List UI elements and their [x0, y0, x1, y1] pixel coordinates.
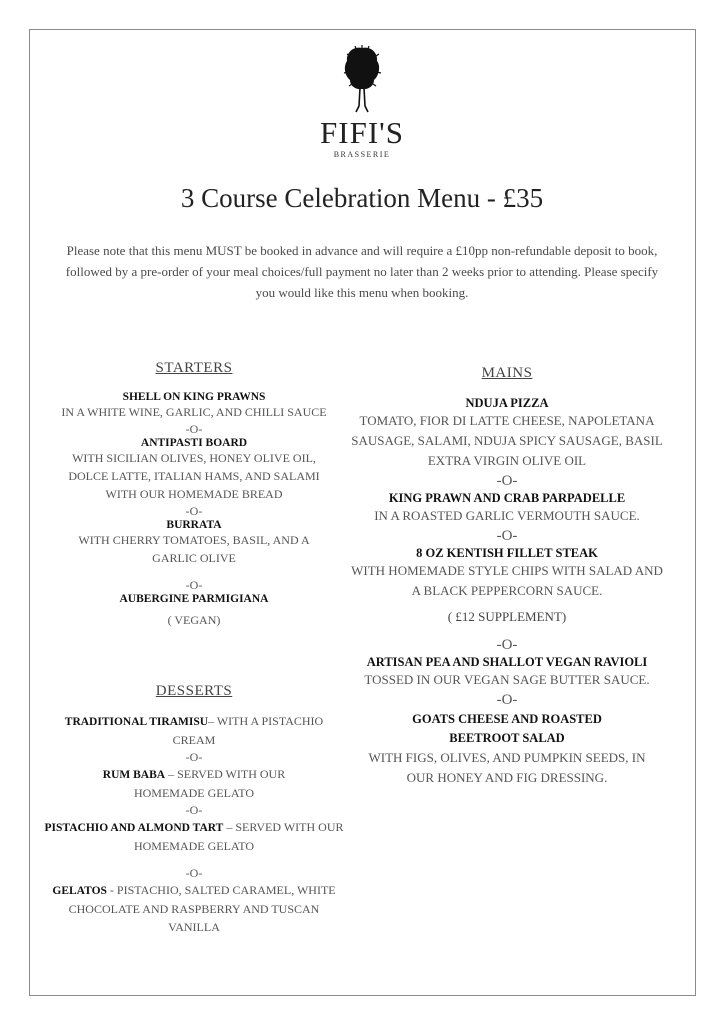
- dessert-name: RUM BABA: [102, 769, 166, 781]
- starter-name: SHELL ON KING PRAWNS: [122, 391, 266, 403]
- brand-logo: [0, 44, 724, 160]
- separator: -O-: [185, 750, 203, 764]
- main-name: GOATS CHEESE AND ROASTED BEETROOT SALAD: [412, 712, 602, 745]
- starter-name: BURRATA: [166, 519, 222, 531]
- starter-desc: ( VEGAN): [167, 613, 221, 627]
- desserts-heading: DESSERTS: [155, 683, 233, 699]
- mains-section: [346, 365, 668, 788]
- menu-title: 3 Course Celebration Menu - £35: [180, 183, 544, 213]
- dessert-desc: – SERVED WITH OUR HOMEMADE GELATO: [133, 767, 286, 800]
- separator: -O-: [185, 422, 203, 436]
- main-desc: TOMATO, FIOR DI LATTE CHEESE, NAPOLETANA SAUSAGE, SALAMI, NDUJA SPICY SAUSAGE, BASIL EXTRA VIRGIN OLIVE OIL: [351, 413, 663, 468]
- dessert-item: [34, 765, 354, 802]
- brand-name: FIFI'S: [320, 115, 404, 150]
- starter-desc: WITH SICILIAN OLIVES, HONEY OLIVE OIL, DOLCE LATTE, ITALIAN HAMS, AND SALAMI WITH OUR HOMEMADE BREAD: [68, 451, 320, 501]
- dessert-name: TRADITIONAL TIRAMISU: [64, 716, 209, 728]
- desserts-section: [34, 683, 354, 936]
- dessert-name: GELATOS: [52, 885, 107, 897]
- main-desc: IN A ROASTED GARLIC VERMOUTH SAUCE.: [374, 508, 640, 523]
- tree-logo-icon: [342, 44, 382, 116]
- supplement-note: ( £12 SUPPLEMENT): [447, 609, 567, 624]
- starter-name: ANTIPASTI BOARD: [140, 437, 248, 449]
- dessert-desc: – SERVED WITH OUR HOMEMADE GELATO: [133, 820, 344, 853]
- dessert-desc: - PISTACHIO, SALTED CARAMEL, WHITE CHOCOLATE AND RASPBERRY AND TUSCAN VANILLA: [68, 883, 336, 934]
- mains-heading: MAINS: [481, 365, 533, 381]
- main-name: 8 OZ KENTISH FILLET STEAK: [416, 546, 598, 560]
- main-desc: TOSSED IN OUR VEGAN SAGE BUTTER SAUCE.: [364, 672, 650, 687]
- starters-heading: STARTERS: [155, 360, 233, 376]
- booking-notice: Please note that this menu MUST be booked in advance and will require a £10pp non-refundable deposit to book, followed by a pre-order of your meal choices/full payment no later than 2 weeks prior to attending. Please specify you would like this menu when booking.: [65, 243, 659, 300]
- main-desc: WITH FIGS, OLIVES, AND PUMPKIN SEEDS, IN OUR HONEY AND FIG DRESSING.: [368, 750, 646, 785]
- main-desc: WITH HOMEMADE STYLE CHIPS WITH SALAD AND A BLACK PEPPERCORN SAUCE.: [351, 563, 663, 598]
- separator: -O-: [185, 803, 203, 817]
- starters-section: [34, 360, 354, 629]
- dessert-item: [34, 712, 354, 749]
- separator: -O-: [496, 692, 518, 708]
- separator: -O-: [185, 578, 203, 592]
- main-name: NDUJA PIZZA: [465, 396, 549, 410]
- starter-desc: IN A WHITE WINE, GARLIC, AND CHILLI SAUCE: [61, 405, 327, 419]
- main-name: KING PRAWN AND CRAB PARPADELLE: [388, 491, 626, 505]
- main-name: ARTISAN PEA AND SHALLOT VEGAN RAVIOLI: [366, 655, 648, 669]
- separator: -O-: [496, 637, 518, 653]
- dessert-desc: – WITH A PISTACHIO CREAM: [172, 714, 324, 747]
- separator: -O-: [185, 504, 203, 518]
- separator: -O-: [496, 473, 518, 489]
- dessert-item: [34, 881, 354, 936]
- starter-desc: WITH CHERRY TOMATOES, BASIL, AND A GARLIC OLIVE: [78, 533, 310, 565]
- dessert-item: [34, 818, 354, 855]
- brand-subtitle: BRASSERIE: [333, 150, 391, 159]
- starter-name: AUBERGINE PARMIGIANA: [119, 593, 269, 605]
- separator: -O-: [496, 528, 518, 544]
- separator: -O-: [185, 866, 203, 880]
- dessert-name: PISTACHIO AND ALMOND TART: [44, 822, 224, 834]
